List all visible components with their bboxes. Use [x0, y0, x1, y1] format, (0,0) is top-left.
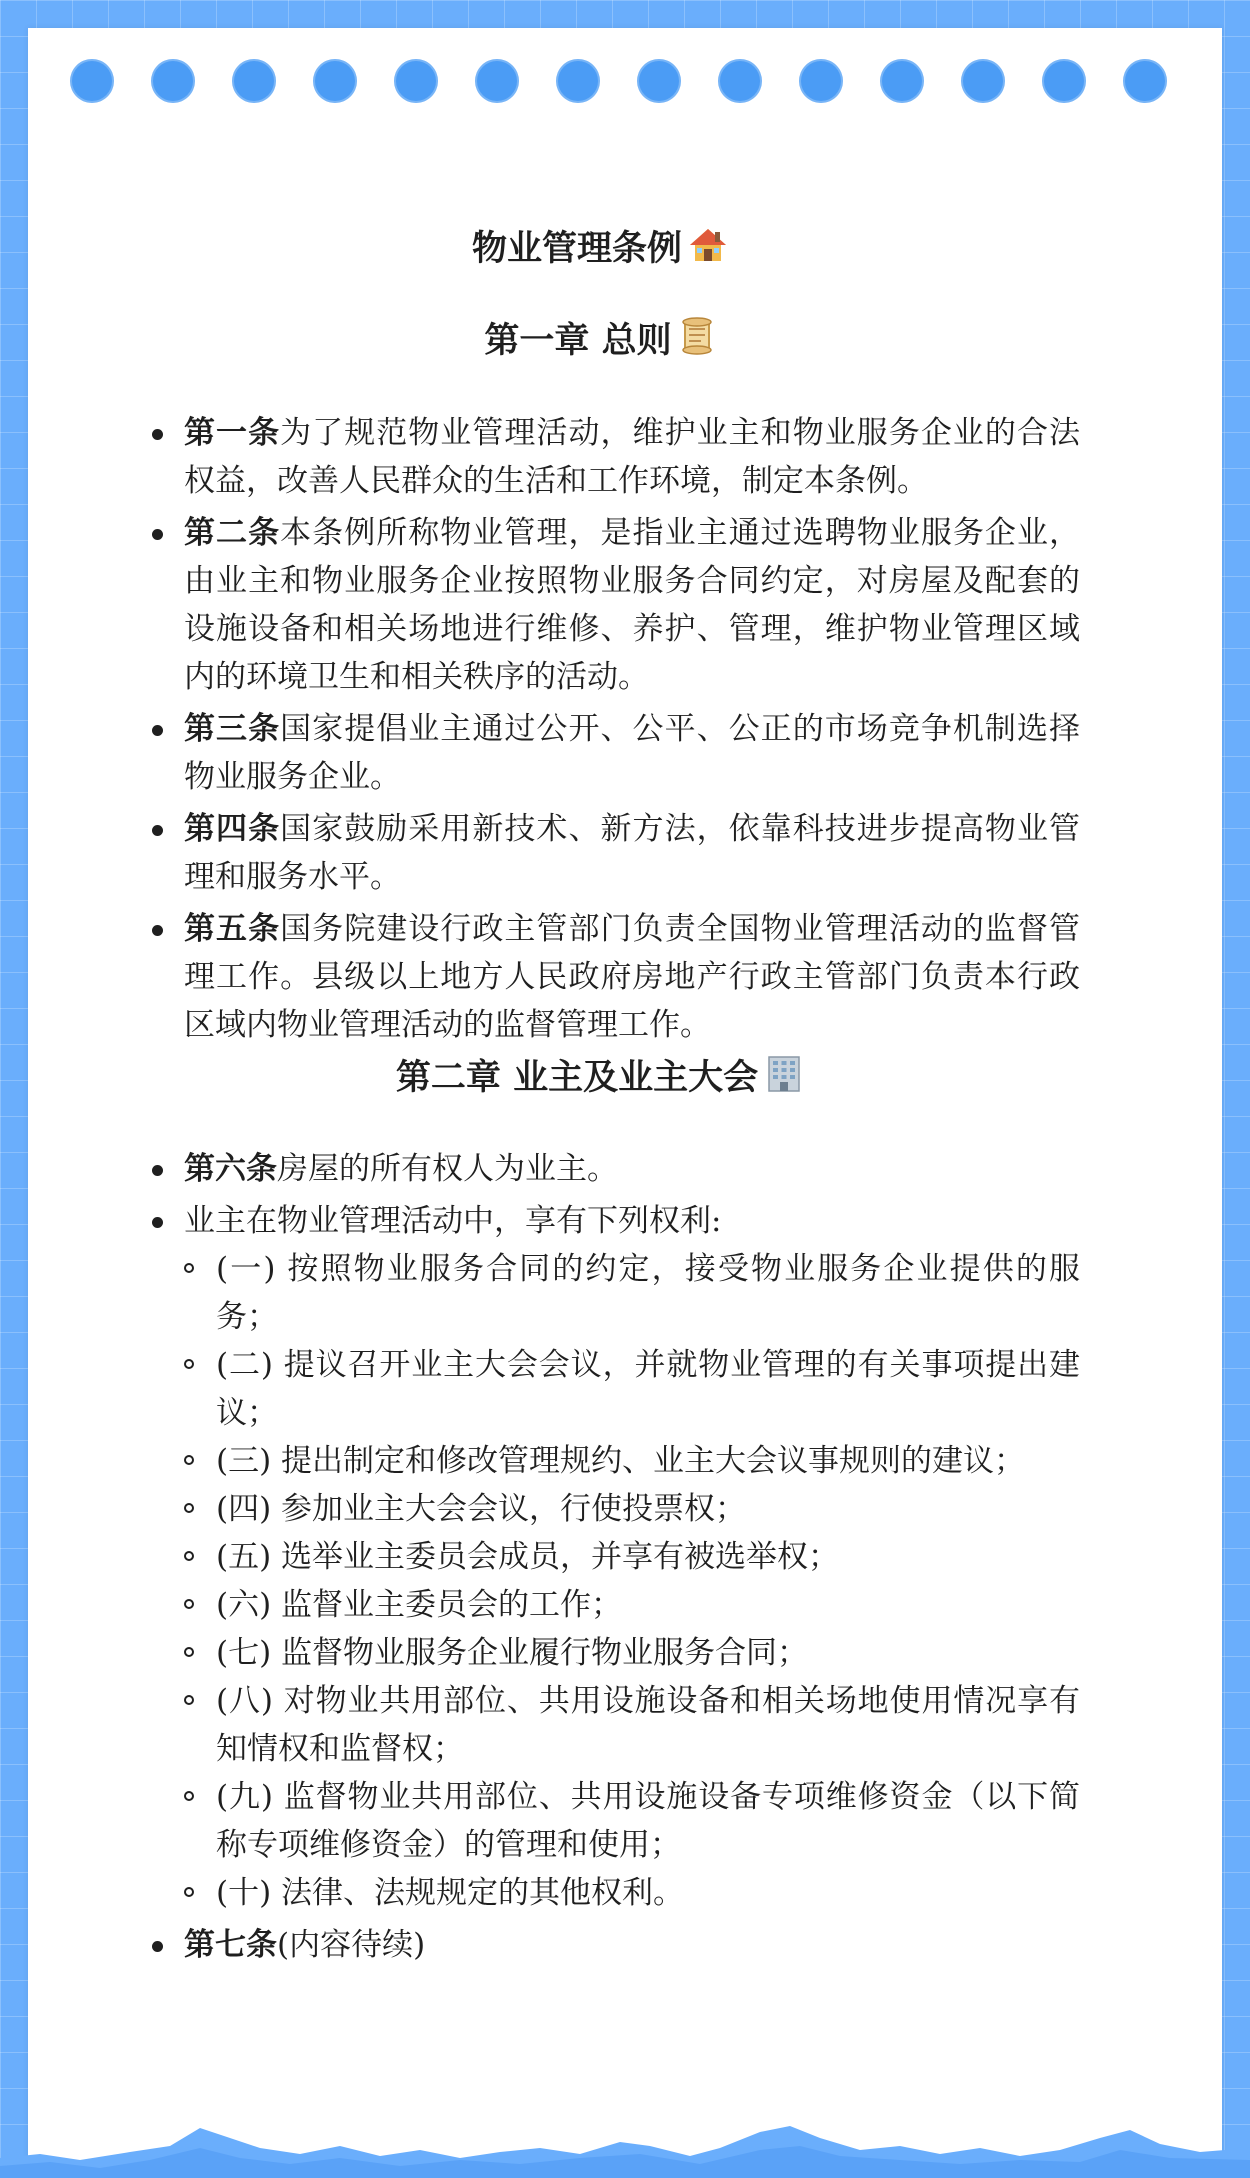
- binding-hole: [313, 59, 357, 103]
- article-item: [120, 509, 1080, 701]
- circle-bullet-icon: [184, 1887, 194, 1897]
- chapter-1-title: [120, 316, 1080, 368]
- chapter-2-title-text: 第二章 业主及业主大会: [395, 1057, 759, 1098]
- document-title-text: 物业管理条例: [471, 228, 682, 269]
- article-number: 第七条: [184, 1926, 277, 1963]
- right-item: [184, 1629, 1080, 1677]
- bullet-icon: [152, 925, 163, 936]
- binding-hole: [799, 59, 843, 103]
- bullet-icon: [152, 1165, 163, 1176]
- chapter-2-articles: [120, 1145, 1080, 1969]
- article-item: [120, 905, 1080, 1049]
- right-item: [184, 1677, 1080, 1773]
- bullet-icon: [152, 825, 163, 836]
- right-item: [184, 1773, 1080, 1869]
- article-text: 国家提倡业主通过公开、公平、公正的市场竞争机制选择物业服务企业。: [184, 711, 1081, 795]
- binding-hole: [961, 59, 1005, 103]
- article-text: 房屋的所有权人为业主。: [277, 1150, 618, 1187]
- circle-bullet-icon: [184, 1551, 194, 1561]
- right-item: [184, 1533, 1080, 1581]
- document-title: [120, 226, 1080, 276]
- circle-bullet-icon: [184, 1599, 194, 1609]
- binding-hole: [1042, 59, 1086, 103]
- article-number: 第五条: [184, 911, 281, 947]
- chapter-2-title: [120, 1053, 1080, 1105]
- right-text: (十) 法律、法规规定的其他权利。: [216, 1874, 685, 1911]
- right-item: [184, 1869, 1080, 1917]
- bullet-icon: [152, 529, 163, 540]
- right-item: [184, 1341, 1080, 1437]
- rights-intro: 业主在物业管理活动中，享有下列权利:: [184, 1202, 722, 1239]
- circle-bullet-icon: [184, 1263, 194, 1273]
- right-item: [184, 1581, 1080, 1629]
- article-item: [120, 705, 1080, 801]
- rights-list: [184, 1245, 1080, 1917]
- article-text: 国家鼓励采用新技术、新方法，依靠科技进步提高物业管理和服务水平。: [184, 811, 1081, 895]
- bullet-icon: [152, 1941, 163, 1952]
- binding-hole: [475, 59, 519, 103]
- binding-hole: [151, 59, 195, 103]
- article-item: [120, 1145, 1080, 1193]
- binding-hole: [718, 59, 762, 103]
- right-text: (一) 按照物业服务合同的约定，接受物业服务企业提供的服务；: [216, 1250, 1080, 1335]
- torn-paper-edge: [0, 2088, 1250, 2178]
- scroll-icon: [678, 316, 716, 368]
- chapter-1-title-text: 第一章 总则: [484, 319, 672, 361]
- house-icon: [688, 226, 728, 276]
- article-number: 第二条: [184, 515, 281, 551]
- right-item: [184, 1437, 1080, 1485]
- bullet-icon: [152, 725, 163, 736]
- article-item: [120, 1921, 1080, 1969]
- right-item: [184, 1245, 1080, 1341]
- article-item: [120, 805, 1080, 901]
- article-text: 为了规范物业管理活动，维护业主和物业服务企业的合法权益，改善人民群众的生活和工作环境，制定本条例。: [184, 415, 1081, 499]
- circle-bullet-icon: [184, 1647, 194, 1657]
- binding-hole: [880, 59, 924, 103]
- binding-hole: [70, 59, 114, 103]
- article-number: 第一条: [184, 415, 281, 451]
- rights-item: [120, 1197, 1080, 1917]
- binding-hole: [1123, 59, 1167, 103]
- binding-hole: [394, 59, 438, 103]
- circle-bullet-icon: [184, 1455, 194, 1465]
- right-item: [184, 1485, 1080, 1533]
- binding-hole: [232, 59, 276, 103]
- right-text: (四) 参加业主大会会议，行使投票权；: [216, 1490, 747, 1527]
- circle-bullet-icon: [184, 1695, 194, 1705]
- chapter-1-articles: [120, 409, 1080, 1049]
- article-text: 国务院建设行政主管部门负责全国物业管理活动的监督管理工作。县级以上地方人民政府房地产行政主管部门负责本行政区域内物业管理活动的监督管理工作。: [184, 911, 1081, 1043]
- bullet-icon: [152, 429, 163, 440]
- binding-holes: [70, 59, 1180, 109]
- circle-bullet-icon: [184, 1359, 194, 1369]
- right-text: (七) 监督物业服务企业履行物业服务合同；: [216, 1634, 809, 1671]
- article-item: [120, 409, 1080, 505]
- circle-bullet-icon: [184, 1791, 194, 1801]
- article-text: 本条例所称物业管理，是指业主通过选聘物业服务企业，由业主和物业服务企业按照物业服务合同约定，对房屋及配套的设施设备和相关场地进行维修、养护、管理，维护物业管理区域内的环境卫生和相关秩序的活动。: [184, 515, 1081, 695]
- right-text: (五) 选举业主委员会成员，并享有被选举权；: [216, 1538, 840, 1575]
- bullet-icon: [152, 1217, 163, 1228]
- right-text: (三) 提出制定和修改管理规约、业主大会议事规则的建议；: [216, 1442, 1026, 1479]
- binding-hole: [637, 59, 681, 103]
- binding-hole: [556, 59, 600, 103]
- document-content: [120, 220, 1080, 1973]
- circle-bullet-icon: [184, 1503, 194, 1513]
- right-text: (六) 监督业主委员会的工作；: [216, 1586, 623, 1623]
- article-number: 第三条: [184, 711, 281, 747]
- article-text: (内容待续): [277, 1926, 426, 1963]
- article-number: 第四条: [184, 811, 281, 847]
- right-text: (九) 监督物业共用部位、共用设施设备专项维修资金（以下简称专项维修资金）的管理和使用；: [216, 1778, 1080, 1863]
- right-text: (二) 提议召开业主大会会议，并就物业管理的有关事项提出建议；: [216, 1346, 1080, 1431]
- office-building-icon: [764, 1053, 804, 1105]
- article-number: 第六条: [184, 1150, 277, 1187]
- right-text: (八) 对物业共用部位、共用设施设备和相关场地使用情况享有知情权和监督权；: [216, 1682, 1080, 1767]
